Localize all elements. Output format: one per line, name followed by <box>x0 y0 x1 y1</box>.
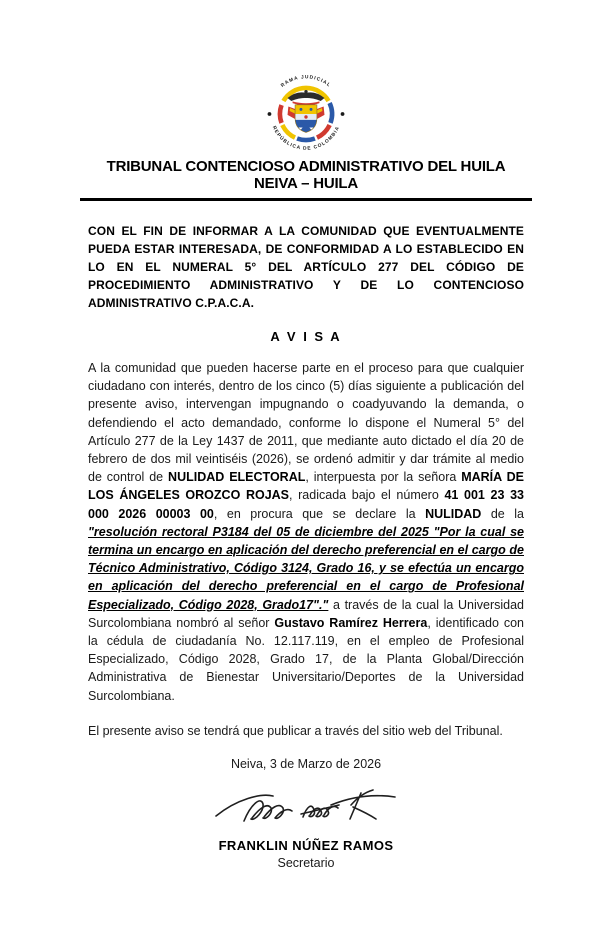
text-segment: , radicada bajo el número <box>289 488 445 503</box>
seal-dot-left <box>268 112 272 116</box>
nulidad-electoral-segment: NULIDAD ELECTORAL <box>168 470 306 485</box>
coat-of-arms <box>288 90 325 134</box>
judicial-seal <box>0 0 612 156</box>
title-line-1: TRIBUNAL CONTENCIOSO ADMINISTRATIVO DEL HUILA <box>106 158 506 175</box>
header-rule <box>80 198 532 201</box>
seal-top-text: RAMA JUDICIAL <box>280 75 332 89</box>
text-segment: , interpuesta por la señora <box>305 470 462 485</box>
seal-dot-right <box>341 112 345 116</box>
resolution-reference-segment: "resolución rectoral P3184 del 05 de diciembre del 2025 "Por la cual se termina un encargo en aplicación del derecho preferencial en el cargo de Técnico Administrativo, Código 3124, Grado 16, y se efectúa un encargo en aplicación del derecho preferencial en el cargo de Profesional Especializado, Código 2028, Grado17"." <box>88 524 524 612</box>
intro-paragraph: CON EL FIN DE INFORMAR A LA COMUNIDAD QUE EVENTUALMENTE PUEDA ESTAR INTERESADA, DE CONFORMIDAD A LO ESTABLECIDO EN LO EN EL NUMERAL 5° DEL ARTÍCULO 277 DEL CÓDIGO DE PROCEDIMIENTO ADMINISTRATIVO Y DE LO CONTENCIOSO ADMINISTRATIVO C.P.A.C.A. <box>88 224 524 310</box>
signatory-name: FRANKLIN NÚÑEZ RAMOS <box>218 837 394 853</box>
nulidad-segment: NULIDAD <box>425 506 482 521</box>
text-segment: A la comunidad que pueden hacerse parte en el proceso para que cualquier ciudadano con interés, dentro de los cinco (5) días siguiente a publicación del presente aviso, intervengan impugnando o coadyuvando la demanda, o defendiendo el acto demandado, conforme lo dispone el Numeral 5° del Artículo 277 de la Ley 1437 de 2011, que mediante auto dictado el día 20 de febrero de dos mil veintiséis (2026), se ordenó admitir y dar trámite al medio de control de <box>88 361 524 485</box>
aviso-paragraph <box>88 359 524 705</box>
signature-block <box>88 783 524 870</box>
dateline: Neiva, 3 de Marzo de 2026 <box>230 756 382 771</box>
signature-scribble <box>211 783 401 835</box>
seal-bottom-text: REPÚBLICA DE COLOMBIA <box>270 125 342 152</box>
text-segment: a través de la cual la Universidad Surcolombiana nombró al señor <box>88 597 524 630</box>
header <box>0 158 612 192</box>
case-number-segment: 41 001 23 33 000 2026 00003 00 <box>88 488 525 521</box>
signatory-role: Secretario <box>277 855 335 870</box>
closing-paragraph: El presente aviso se tendrá que publicar a través del sitio web del Tribunal. <box>88 723 503 738</box>
title-line-2: NEIVA – HUILA <box>253 175 359 192</box>
judicial-seal-svg <box>264 72 348 156</box>
plaintiff-name-segment: MARÍA DE LOS ÁNGELES OROZCO ROJAS <box>88 470 524 503</box>
aviso-heading: A V I S A <box>270 329 342 344</box>
text-segment: de la <box>481 506 524 521</box>
text-segment: , en procura que se declare la <box>213 506 426 521</box>
text-segment: , identificado con la cédula de ciudadanía No. 12.117.119, en el empleo de Profesional Especializado, Código 2028, Grado 17, de la Planta Global/Dirección Administrativa de Bienestar Universitario/Deportes de la Universidad Surcolombiana. <box>88 615 525 703</box>
document-body <box>88 222 524 870</box>
appointee-name-segment: Gustavo Ramírez Herrera <box>274 615 428 630</box>
